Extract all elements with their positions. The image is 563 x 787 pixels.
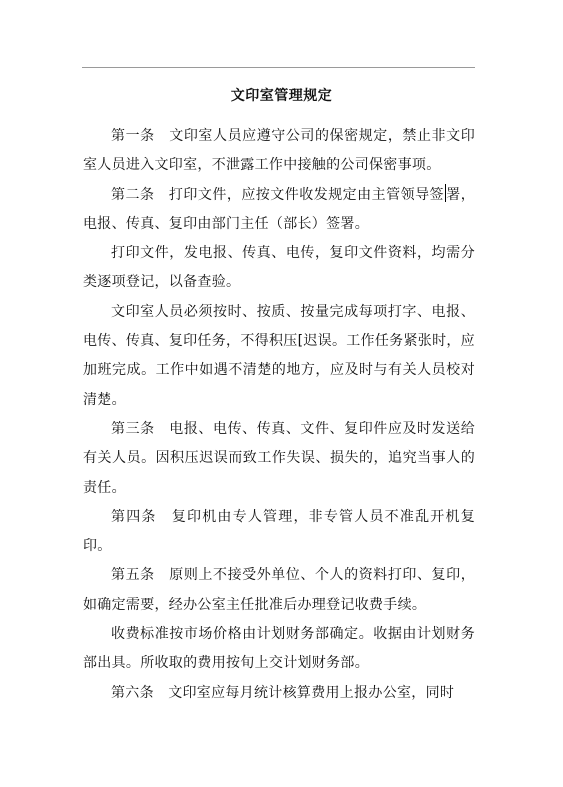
document-title: 文印室管理规定 — [230, 88, 333, 104]
paragraph-registration: 打印文件，发电报、传真、电传，复印文件资料，均需分类逐项登记，以备查验。 — [83, 245, 475, 291]
header-rule — [82, 67, 475, 68]
paragraph-article-1: 第一条 文印室人员应遵守公司的保密规定，禁止非文印室人员进入文印室，不泄露工作中接触的公司保密事项。 — [83, 128, 475, 174]
paragraph-article-2 — [83, 181, 475, 240]
paragraph-article-6: 第六条 文印室应每月统计核算费用上报办公室，同时 — [111, 684, 455, 701]
paragraph-article-3: 第三条 电报、电传、传真、文件、复印件应及时发送给有关人员。因积压迟误而致工作失误、损失的，追究当事人的责任。 — [83, 420, 475, 496]
paragraph-article-2-part-1: 第二条 打印文件，应按文件收发规定由主管领导签 — [111, 186, 445, 203]
document-body[interactable] — [83, 122, 475, 708]
paragraph-article-4: 第四条 复印机由专人管理，非专管人员不准乱开机复印。 — [83, 508, 475, 555]
paragraph-fees: 收费标准按市场价格由计划财务部确定。收据由计划财务部出具。所收取的费用按旬上交计划财务部。 — [83, 626, 475, 672]
paragraph-article-2-part-2: 署，电报、传真、复印由部门主任（部长）签署。 — [83, 186, 475, 232]
paragraph-article-5: 第五条 原则上不接受外单位、个人的资料打印、复印，如确定需要，经办公室主任批准后办理登记收费手续。 — [83, 567, 475, 613]
paragraph-duties: 文印室人员必须按时、按质、按量完成每项打字、电报、电传、传真、复印任务，不得积压[迟误。工作任务紧张时，应加班完成。工作中如遇不清楚的地方，应及时与有关人员校对清楚。 — [83, 303, 475, 408]
